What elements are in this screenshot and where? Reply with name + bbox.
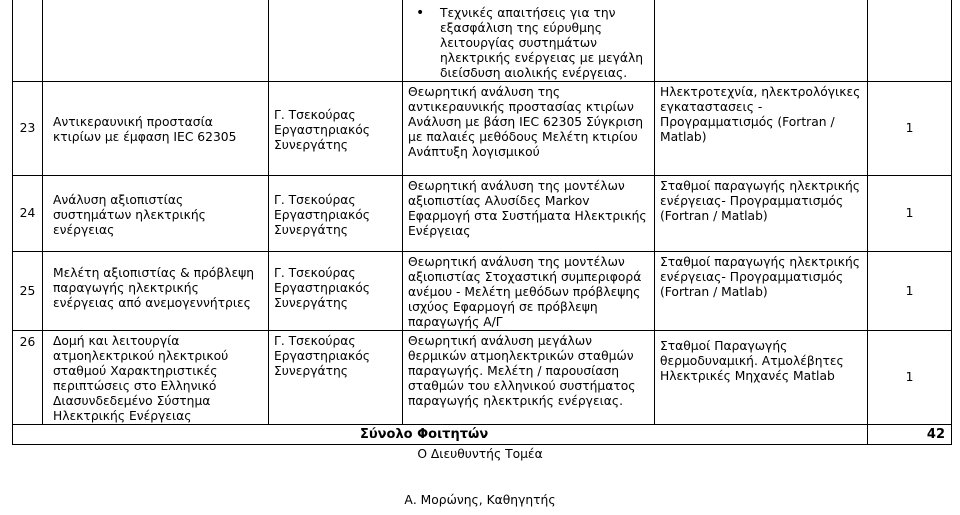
thesis-description: Θεωρητική ανάλυση μεγάλων θερμικών ατμοηλεκτρικών σταθμών παραγωγής. Μελέτη / παρουσίαση σταθμών του ελληνικού συστήματος παραγωγής ηλεκτρικής ενέργειας. xyxy=(403,331,655,425)
supervisor xyxy=(269,252,403,331)
row-number: 23 xyxy=(13,82,43,176)
thesis-table xyxy=(12,0,952,445)
prerequisites: Σταθμοί παραγωγής ηλεκτρικής ενέργειας- Προγραμματισμός (Fortran / Matlab) xyxy=(655,176,868,252)
student-count: 1 xyxy=(868,252,952,331)
thesis-title: Μελέτη αξιοπιστίας & πρόβλεψη παραγωγής ηλεκτρικής ενέργειας από ανεμογεννήτριες xyxy=(43,252,269,331)
row-number: 25 xyxy=(13,252,43,331)
supervisor-name: Γ. Τσεκούρας xyxy=(274,192,356,207)
supervisor xyxy=(269,331,403,425)
description-bullet: • Τεχνικές απαιτήσεις για την εξασφάλιση της εύρυθμης λειτουργίας συστημάτων ηλεκτρικής ενέργειας με μεγάλη διείσδυση αιολικής ενέργειας. xyxy=(408,6,650,81)
director-name: Α. Μορώνης, Καθηγητής xyxy=(404,493,556,507)
supervisor-role: Εργαστηριακός Συνεργάτης xyxy=(274,122,371,152)
prerequisites: Ηλεκτροτεχνία, ηλεκτρολόγικες εγκαταστασεις - Προγραμματισμός (Fortran / Matlab) xyxy=(655,82,868,176)
director-title: Ο Διευθυντής Τομέα xyxy=(417,447,543,461)
thesis-title: Αντικεραυνική προστασία κτιρίων με έμφαση IEC 62305 xyxy=(43,82,269,176)
table-row-continuation xyxy=(13,0,952,82)
supervisor-role: Εργαστηριακός Συνεργάτης xyxy=(274,349,371,378)
prerequisites: Σταθμοί Παραγωγής θερμοδυναμική. Ατμολέβητες Ηλεκτρικές Μηχανές Matlab xyxy=(655,331,868,425)
student-count: 1 xyxy=(868,176,952,252)
total-row xyxy=(13,425,952,445)
supervisor-name: Γ. Τσεκούρας xyxy=(274,334,356,348)
table-row xyxy=(13,82,952,176)
thesis-description: Θεωρητική ανάλυση της μοντέλων αξιοπιστίας Αλυσίδες Markov Εφαρμογή στα Συστήματα Ηλεκτρικής Ενέργειας xyxy=(403,176,655,252)
row-number: 26 xyxy=(13,331,43,425)
supervisor-name: Γ. Τσεκούρας xyxy=(274,266,356,280)
table-row xyxy=(13,176,952,252)
student-count: 1 xyxy=(868,331,952,425)
supervisor-role: Εργαστηριακός Συνεργάτης xyxy=(274,281,371,310)
supervisor-name: Γ. Τσεκούρας xyxy=(274,107,356,122)
prerequisites: Σταθμοί παραγωγής ηλεκτρικής ενέργειας- Προγραμματισμός (Fortran / Matlab) xyxy=(655,252,868,331)
thesis-description: Θεωρητική ανάλυση της αντικεραυνικής προστασίας κτιρίων Ανάλυση με βάση IEC 62305 Σύγκριση με παλαιές μεθόδους Μελέτη κτιρίου Ανάπτυξη λογισμικού xyxy=(403,82,655,176)
thesis-title: Δομή και λειτουργία ατμοηλεκτρικού ηλεκτρικού σταθμού Χαρακτηριστικές περιπτώσεις στο Ελληνικό Διασυνδεδεμένο Σύστημα Ηλεκτρικής Ενέργειας xyxy=(43,331,269,425)
supervisor xyxy=(269,176,403,252)
supervisor xyxy=(269,82,403,176)
total-label: Σύνολο Φοιτητών xyxy=(13,425,868,445)
total-value: 42 xyxy=(868,425,952,445)
row-number: 24 xyxy=(13,176,43,252)
table-row xyxy=(13,252,952,331)
student-count: 1 xyxy=(868,82,952,176)
thesis-title: Ανάλυση αξιοπιστίας συστημάτων ηλεκτρικής ενέργειας xyxy=(43,176,269,252)
table-row xyxy=(13,331,952,425)
thesis-description: Θεωρητική ανάλυση της μοντέλων αξιοπιστίας Στοχαστική συμπεριφορά ανέμου - Μελέτη μεθόδων πρόβλεψης ισχύος Εφαρμογή σε πρόβλεψη παραγωγής Α/Γ xyxy=(403,252,655,331)
supervisor-role: Εργαστηριακός Συνεργάτης xyxy=(274,207,371,237)
